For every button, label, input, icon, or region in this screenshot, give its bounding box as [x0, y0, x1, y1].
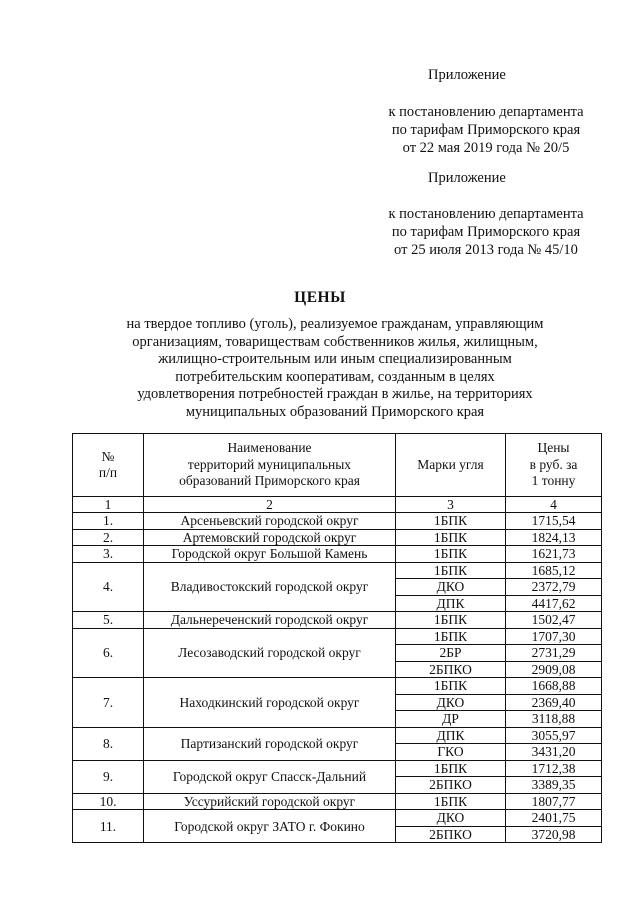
coal-grade: ДПК	[396, 727, 506, 744]
table-row	[73, 793, 602, 810]
coal-grade: 2БПКО	[396, 661, 506, 678]
appendix-2-reference	[376, 205, 596, 259]
table-row	[73, 628, 602, 645]
coal-grade: 1БПК	[396, 678, 506, 695]
coal-grade: 1БПК	[396, 529, 506, 546]
appendix-2-title: Приложение	[428, 170, 506, 186]
price-value: 2909,08	[506, 661, 602, 678]
territory-name: Владивостокский городской округ	[144, 562, 396, 612]
price-value: 3118,88	[506, 711, 602, 728]
territory-name: Городской округ Большой Камень	[144, 546, 396, 563]
price-table-body	[73, 513, 602, 843]
header-line: 1 тонну	[531, 473, 576, 489]
coal-grade: 1БПК	[396, 760, 506, 777]
header-line: Наименование	[227, 440, 312, 456]
appendix-1-line: к постановлению департамента	[388, 104, 584, 120]
coal-grade: ДКО	[396, 810, 506, 827]
subtitle-line: организациям, товариществам собственников жилья, жилищным,	[132, 333, 538, 350]
price-value: 3389,35	[506, 777, 602, 794]
price-value: 1685,12	[506, 562, 602, 579]
coal-grade: 1БПК	[396, 628, 506, 645]
territory-name: Находкинский городской округ	[144, 678, 396, 728]
appendix-2-line: от 25 июля 2013 года № 45/10	[394, 242, 578, 258]
row-number: 1.	[73, 513, 144, 530]
price-value: 1712,38	[506, 760, 602, 777]
price-value: 1668,88	[506, 678, 602, 695]
price-value: 1621,73	[506, 546, 602, 563]
row-number: 4.	[73, 562, 144, 612]
coal-grade: ДПК	[396, 595, 506, 612]
price-value: 2369,40	[506, 694, 602, 711]
table-row	[73, 760, 602, 777]
subtitle-line: на твердое топливо (уголь), реализуемое гражданам, управляющим	[126, 316, 544, 332]
coal-grade: 1БПК	[396, 513, 506, 530]
price-table	[72, 433, 602, 843]
coal-grade: 1БПК	[396, 612, 506, 629]
column-number-row	[73, 497, 602, 513]
price-value: 2372,79	[506, 579, 602, 596]
table-row	[73, 810, 602, 827]
header-line: п/п	[98, 465, 118, 480]
coal-grade: 2БПКО	[396, 826, 506, 843]
price-value: 3720,98	[506, 826, 602, 843]
table-header-row	[73, 434, 602, 497]
coal-grade: ДКО	[396, 694, 506, 711]
row-number: 7.	[73, 678, 144, 728]
appendix-1-title: Приложение	[428, 67, 506, 83]
document-subtitle	[90, 316, 580, 422]
header-line: Марки угля	[417, 456, 484, 472]
coal-grade: 1БПК	[396, 546, 506, 563]
table-row	[73, 529, 602, 546]
coal-grade: 2БПКО	[396, 777, 506, 794]
price-value: 1715,54	[506, 513, 602, 530]
header-coal-grade	[396, 434, 506, 497]
row-number: 5.	[73, 612, 144, 629]
column-number: 1	[73, 497, 144, 513]
row-number: 9.	[73, 760, 144, 793]
row-number: 6.	[73, 628, 144, 678]
table-row	[73, 562, 602, 579]
territory-name: Дальнереченский городской округ	[144, 612, 396, 629]
table-row	[73, 678, 602, 695]
table-row	[73, 612, 602, 629]
header-line: образований Приморского края	[179, 473, 360, 489]
territory-name: Арсеньевский городской округ	[144, 513, 396, 530]
subtitle-line: удовлетворения потребностей граждан в жилье, на территориях	[137, 386, 533, 403]
header-number	[73, 434, 144, 497]
price-value: 3431,20	[506, 744, 602, 761]
table-row	[73, 727, 602, 744]
table-row	[73, 513, 602, 530]
row-number: 11.	[73, 810, 144, 843]
subtitle-line: потребительским кооперативам, созданным в целях	[175, 368, 495, 385]
appendix-1-line: от 22 мая 2019 года № 20/5	[402, 140, 570, 156]
row-number: 2.	[73, 529, 144, 546]
coal-grade: ГКО	[396, 744, 506, 761]
price-value: 2401,75	[506, 810, 602, 827]
territory-name: Партизанский городской округ	[144, 727, 396, 760]
row-number: 10.	[73, 793, 144, 810]
document-title: ЦЕНЫ	[294, 289, 346, 306]
appendix-1-reference	[376, 103, 596, 157]
coal-grade: ДКО	[396, 579, 506, 596]
price-value: 2731,29	[506, 645, 602, 662]
subtitle-line: жилищно-строительным или иным специализированным	[158, 351, 512, 368]
price-value: 1807,77	[506, 793, 602, 810]
appendix-2-line: к постановлению департамента	[388, 206, 584, 222]
coal-grade: 1БПК	[396, 562, 506, 579]
header-line: Цены	[537, 440, 570, 456]
price-value: 3055,97	[506, 727, 602, 744]
appendix-2-line: по тарифам Приморского края	[391, 224, 581, 240]
subtitle-line: муниципальных образований Приморского края	[185, 403, 485, 420]
row-number: 8.	[73, 727, 144, 760]
territory-name: Городской округ ЗАТО г. Фокино	[144, 810, 396, 843]
territory-name: Лесозаводский городской округ	[144, 628, 396, 678]
header-price	[506, 434, 602, 497]
column-number: 3	[396, 497, 506, 513]
territory-name: Артемовский городской округ	[144, 529, 396, 546]
coal-grade: ДР	[396, 711, 506, 728]
header-line: в руб. за	[529, 456, 578, 472]
header-line: территорий муниципальных	[187, 456, 352, 472]
coal-grade: 2БР	[396, 645, 506, 662]
column-number: 2	[144, 497, 396, 513]
price-value: 1824,13	[506, 529, 602, 546]
price-value: 1502,47	[506, 612, 602, 629]
header-line: №	[101, 448, 115, 464]
appendix-1-line: по тарифам Приморского края	[391, 122, 581, 138]
price-value: 4417,62	[506, 595, 602, 612]
coal-grade: 1БПК	[396, 793, 506, 810]
row-number: 3.	[73, 546, 144, 563]
territory-name: Уссурийский городской округ	[144, 793, 396, 810]
price-value: 1707,30	[506, 628, 602, 645]
table-row	[73, 546, 602, 563]
header-territory	[144, 434, 396, 497]
column-number: 4	[506, 497, 602, 513]
territory-name: Городской округ Спасск-Дальний	[144, 760, 396, 793]
